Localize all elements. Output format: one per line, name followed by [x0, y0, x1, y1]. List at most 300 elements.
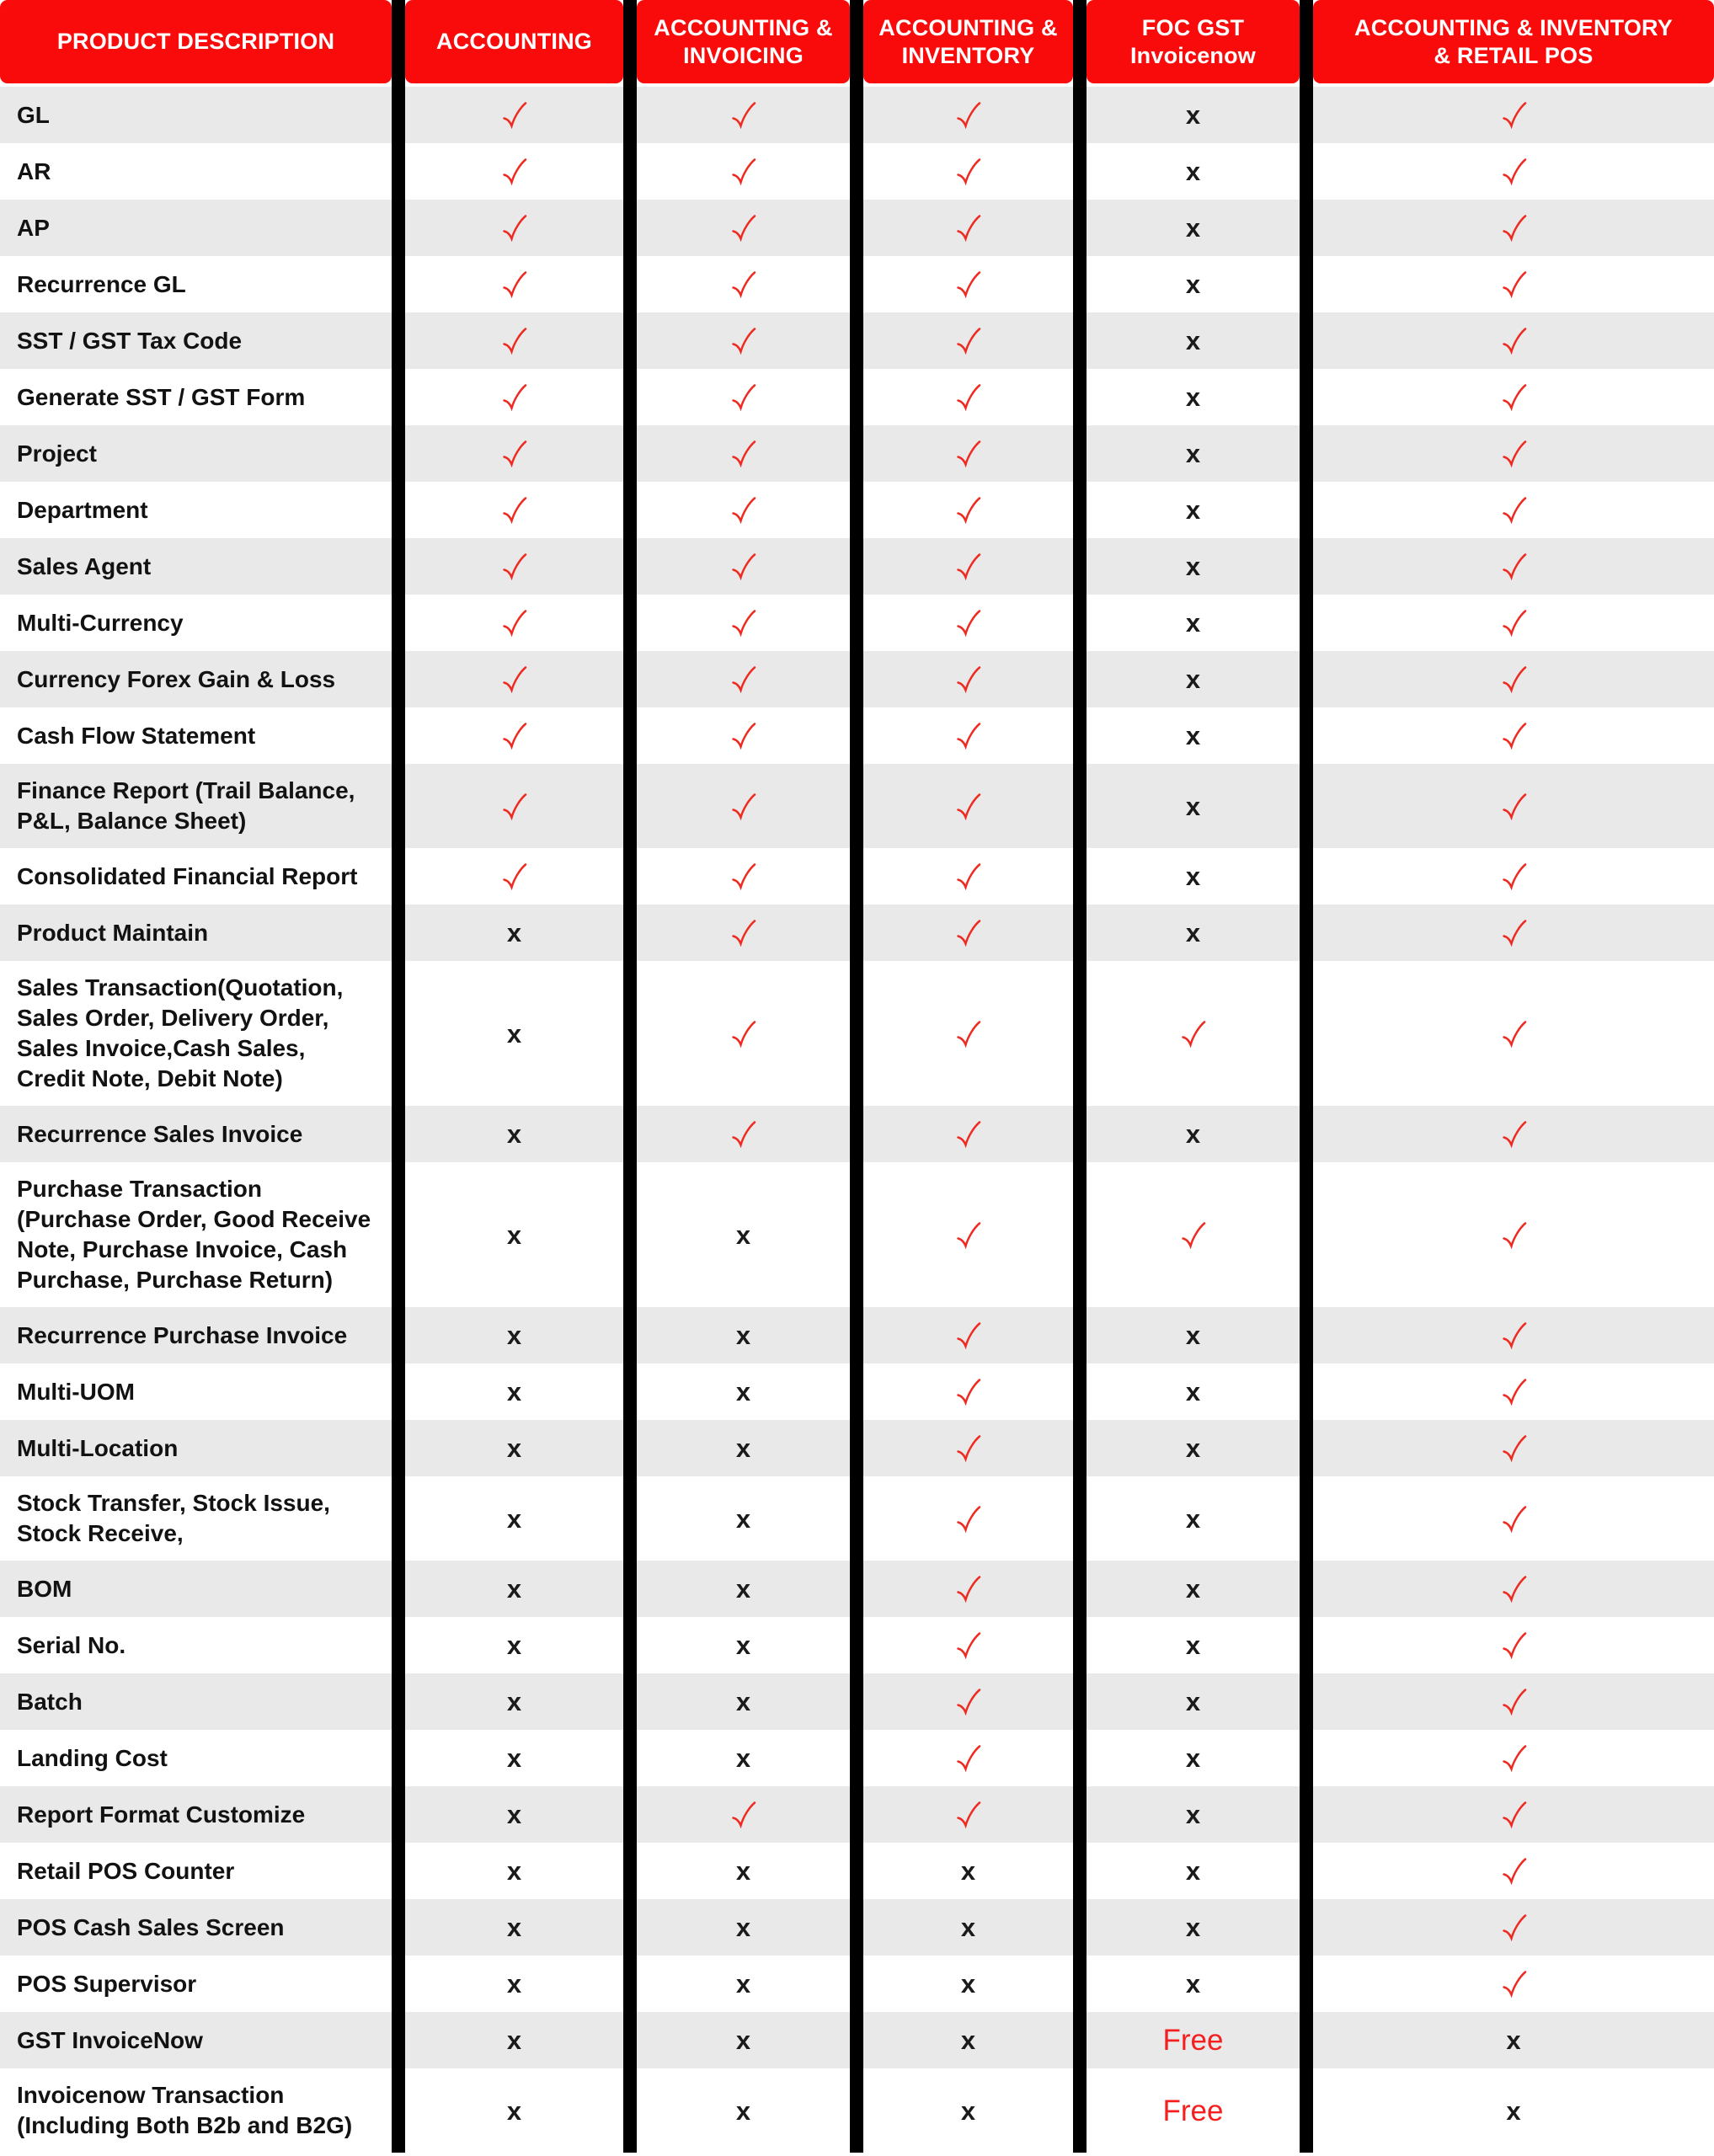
cross-icon: x [960, 1856, 976, 1886]
value-cell-included [850, 482, 1073, 538]
check-icon [954, 440, 982, 467]
cross-icon: x [506, 1913, 522, 1942]
value-cell-included [623, 312, 850, 369]
value-cell-excluded [392, 1364, 623, 1420]
cross-icon: x [1506, 2095, 1521, 2126]
check-icon [729, 101, 757, 129]
value-cell-included [850, 848, 1073, 905]
value-cell-included [623, 961, 850, 1106]
value-cell-included [392, 538, 623, 595]
value-cell-included [392, 651, 623, 707]
value-cell-included [850, 312, 1073, 369]
check-icon [1500, 1744, 1528, 1772]
cross-icon: x [1185, 157, 1201, 186]
check-icon [954, 101, 982, 129]
feature-label: Project [17, 440, 97, 467]
value-cell-included [1300, 1420, 1714, 1476]
check-icon [729, 1120, 757, 1148]
value-cell-included [1300, 312, 1714, 369]
feature-label-cell [0, 312, 392, 369]
cross-icon: x [1506, 2025, 1521, 2055]
value-cell-included [392, 256, 623, 312]
header-label-line: Invoicenow [1129, 42, 1257, 68]
value-cell-included [850, 961, 1073, 1106]
cross-icon: x [1185, 213, 1201, 243]
check-icon [500, 496, 528, 524]
cross-icon: x [1185, 552, 1201, 581]
cross-icon: x [1185, 1687, 1201, 1716]
value-cell-excluded [623, 1617, 850, 1673]
cross-icon: x [506, 1119, 522, 1149]
value-cell-included [623, 369, 850, 425]
feature-label: POS Supervisor [17, 1970, 197, 1997]
cross-icon: x [1185, 326, 1201, 355]
cross-icon: x [506, 1856, 522, 1886]
value-cell-included [392, 764, 623, 848]
check-icon [500, 862, 528, 890]
value-cell-excluded [623, 1420, 850, 1476]
cross-icon: x [506, 1321, 522, 1350]
check-icon [500, 440, 528, 467]
feature-label-cell [0, 961, 392, 1106]
value-cell-included [1300, 87, 1714, 143]
check-icon [729, 1801, 757, 1828]
value-cell-included [1300, 595, 1714, 651]
feature-label: Landing Cost [17, 1744, 168, 1771]
value-cell-included [850, 707, 1073, 764]
check-icon [729, 383, 757, 411]
feature-label-cell [0, 1364, 392, 1420]
feature-label: Report Format Customize [17, 1801, 306, 1828]
check-icon [1500, 1120, 1528, 1148]
check-icon [954, 1505, 982, 1533]
feature-label: Batch [17, 1688, 83, 1715]
feature-label-cell [0, 848, 392, 905]
value-cell-excluded [392, 1162, 623, 1307]
feature-label-cell [0, 200, 392, 256]
value-cell-included [850, 1106, 1073, 1162]
feature-label: Recurrence GL [17, 270, 186, 297]
check-icon [500, 270, 528, 298]
value-cell-included [392, 87, 623, 143]
value-cell-included [623, 87, 850, 143]
value-cell-included [1300, 256, 1714, 312]
cross-icon: x [735, 2025, 751, 2055]
check-icon [1500, 919, 1528, 947]
value-cell-excluded [392, 1956, 623, 2012]
feature-label-cell [0, 1899, 392, 1956]
value-cell-included [850, 764, 1073, 848]
value-cell-excluded [623, 1843, 850, 1899]
value-cell-included [1300, 764, 1714, 848]
feature-label-cell [0, 87, 392, 143]
value-cell-free [1073, 2012, 1300, 2068]
feature-label: AP [17, 214, 50, 241]
check-icon [729, 919, 757, 947]
value-cell-excluded [392, 1673, 623, 1730]
header-label-line: ACCOUNTING & [654, 14, 833, 40]
cross-icon: x [1185, 495, 1201, 525]
value-cell-included [392, 848, 623, 905]
cross-icon: x [1185, 918, 1201, 947]
value-cell-included [1300, 905, 1714, 961]
check-icon [729, 270, 757, 298]
feature-label: GL [17, 101, 50, 128]
value-cell-included [850, 595, 1073, 651]
cross-icon: x [506, 1377, 522, 1406]
header-label-line: & RETAIL POS [1434, 42, 1594, 68]
value-cell-excluded [1073, 1307, 1300, 1364]
feature-label: Invoicenow Transaction (Including Both B2b and B2G) [17, 2082, 353, 2138]
check-icon [500, 383, 528, 411]
value-cell-included [1300, 651, 1714, 707]
feature-label: Cash Flow Statement [17, 722, 256, 749]
value-cell-excluded [1073, 1561, 1300, 1617]
cross-icon: x [1185, 1321, 1201, 1350]
value-cell-excluded [392, 1106, 623, 1162]
cross-icon: x [1185, 382, 1201, 412]
value-cell-included [850, 143, 1073, 200]
cross-icon: x [735, 1377, 751, 1406]
check-icon [954, 214, 982, 242]
value-cell-excluded [1073, 1730, 1300, 1786]
cross-icon: x [506, 918, 522, 947]
value-cell-included [850, 1786, 1073, 1843]
feature-label-cell [0, 651, 392, 707]
value-cell-included [623, 143, 850, 200]
header-label-line: ACCOUNTING & [878, 14, 1058, 40]
cross-icon: x [1185, 608, 1201, 638]
check-icon [500, 665, 528, 693]
check-icon [1500, 327, 1528, 355]
feature-label: Multi-Currency [17, 609, 184, 636]
feature-label: Recurrence Sales Invoice [17, 1120, 303, 1147]
value-cell-excluded [392, 2012, 623, 2068]
cross-icon: x [1185, 1119, 1201, 1149]
feature-label: POS Cash Sales Screen [17, 1913, 285, 1940]
value-cell-excluded [1073, 1106, 1300, 1162]
check-icon [954, 552, 982, 580]
value-cell-excluded [392, 905, 623, 961]
feature-label-cell [0, 595, 392, 651]
value-cell-included [1300, 482, 1714, 538]
check-icon [500, 214, 528, 242]
header-block-accounting [405, 0, 623, 83]
check-icon [954, 1575, 982, 1603]
feature-label-cell [0, 1307, 392, 1364]
value-cell-included [850, 1673, 1073, 1730]
check-icon [1500, 1688, 1528, 1716]
cross-icon: x [960, 2025, 976, 2055]
value-cell-included [1300, 200, 1714, 256]
check-icon [729, 440, 757, 467]
feature-label: Sales Transaction(Quotation, Sales Order, Delivery Order, Sales Invoice,Cash Sales, Credit Note, Debit Note) [17, 974, 344, 1091]
value-cell-included [392, 595, 623, 651]
value-cell-excluded [1073, 1673, 1300, 1730]
value-cell-excluded [1073, 369, 1300, 425]
check-icon [954, 1321, 982, 1349]
value-cell-included [623, 200, 850, 256]
check-icon [954, 792, 982, 820]
check-icon [1500, 1801, 1528, 1828]
value-cell-included [1300, 369, 1714, 425]
header-cell-accounting-inventory [850, 0, 1073, 87]
value-cell-excluded [392, 1420, 623, 1476]
value-cell-excluded [623, 2068, 850, 2153]
value-cell-excluded [623, 2012, 850, 2068]
value-cell-excluded [392, 1899, 623, 1956]
feature-label-cell [0, 425, 392, 482]
value-cell-excluded [623, 1476, 850, 1561]
header-cell-accounting-invoicing [623, 0, 850, 87]
feature-label-cell [0, 764, 392, 848]
check-icon [1500, 1434, 1528, 1462]
check-icon [500, 101, 528, 129]
cross-icon: x [1185, 270, 1201, 299]
cross-icon: x [1185, 1969, 1201, 1999]
cross-icon: x [506, 1687, 522, 1716]
value-cell-excluded [850, 2012, 1073, 2068]
check-icon [1500, 214, 1528, 242]
value-cell-included [392, 425, 623, 482]
cross-icon: x [506, 1219, 522, 1250]
cross-icon: x [1185, 1574, 1201, 1604]
cross-icon: x [960, 1969, 976, 1999]
cross-icon: x [1185, 1503, 1201, 1534]
check-icon [729, 722, 757, 750]
cross-icon: x [735, 1321, 751, 1350]
value-cell-excluded [392, 1843, 623, 1899]
cross-icon: x [506, 1574, 522, 1604]
check-icon [500, 609, 528, 637]
header-block-foc-gst-invoicenow [1087, 0, 1300, 83]
value-cell-excluded [1073, 595, 1300, 651]
check-icon [1500, 1505, 1528, 1533]
check-icon [1500, 1020, 1528, 1048]
value-cell-excluded [850, 2068, 1073, 2153]
feature-label: Multi-Location [17, 1434, 179, 1461]
header-label-line: INVENTORY [901, 42, 1035, 68]
check-icon [1500, 1631, 1528, 1659]
check-icon [1179, 1020, 1207, 1048]
value-cell-excluded [1073, 143, 1300, 200]
cross-icon: x [1185, 1856, 1201, 1886]
cross-icon: x [735, 2095, 751, 2126]
value-cell-included [1300, 1673, 1714, 1730]
check-icon [1500, 1857, 1528, 1885]
cross-icon: x [506, 1503, 522, 1534]
value-cell-included [623, 764, 850, 848]
value-cell-excluded [1073, 256, 1300, 312]
value-cell-excluded [1073, 425, 1300, 482]
feature-label-cell [0, 1162, 392, 1307]
value-cell-included [623, 425, 850, 482]
feature-label-cell [0, 1786, 392, 1843]
free-badge: Free [1162, 2094, 1224, 2127]
value-cell-included [850, 651, 1073, 707]
feature-label-cell [0, 707, 392, 764]
check-icon [1500, 1321, 1528, 1349]
value-cell-included [1300, 707, 1714, 764]
check-icon [954, 1434, 982, 1462]
value-cell-included [1300, 848, 1714, 905]
feature-label: Recurrence Purchase Invoice [17, 1321, 348, 1348]
value-cell-excluded [392, 1617, 623, 1673]
cross-icon: x [960, 2095, 976, 2126]
value-cell-included [850, 1162, 1073, 1307]
check-icon [954, 665, 982, 693]
value-cell-excluded [1073, 87, 1300, 143]
value-cell-excluded [1073, 1617, 1300, 1673]
check-icon [729, 157, 757, 185]
header-label-line: ACCOUNTING [436, 29, 592, 54]
value-cell-included [850, 1617, 1073, 1673]
check-icon [1500, 665, 1528, 693]
check-icon [954, 270, 982, 298]
feature-label: AR [17, 157, 51, 184]
check-icon [954, 1688, 982, 1716]
cross-icon: x [735, 1503, 751, 1534]
value-cell-included [850, 1364, 1073, 1420]
check-icon [1500, 383, 1528, 411]
value-cell-included [623, 905, 850, 961]
check-icon [500, 327, 528, 355]
feature-label-cell [0, 1106, 392, 1162]
feature-label: Multi-UOM [17, 1378, 135, 1405]
feature-label-cell [0, 2068, 392, 2153]
check-icon [500, 722, 528, 750]
check-icon [954, 609, 982, 637]
value-cell-included [1300, 143, 1714, 200]
value-cell-included [623, 651, 850, 707]
cross-icon: x [506, 1800, 522, 1829]
value-cell-excluded [1073, 1899, 1300, 1956]
value-cell-included [623, 256, 850, 312]
value-cell-excluded [392, 961, 623, 1106]
feature-label: Generate SST / GST Form [17, 383, 306, 410]
cross-icon: x [506, 1743, 522, 1773]
cross-icon: x [1185, 1630, 1201, 1660]
feature-label: SST / GST Tax Code [17, 327, 243, 354]
check-icon [1179, 1221, 1207, 1249]
value-cell-included [850, 369, 1073, 425]
value-cell-excluded [623, 1899, 850, 1956]
value-cell-excluded [1073, 905, 1300, 961]
value-cell-included [850, 87, 1073, 143]
value-cell-excluded [1073, 312, 1300, 369]
feature-label-cell [0, 1561, 392, 1617]
check-icon [729, 496, 757, 524]
value-cell-free [1073, 2068, 1300, 2153]
value-cell-excluded [1073, 764, 1300, 848]
check-icon [954, 157, 982, 185]
check-icon [729, 327, 757, 355]
value-cell-included [623, 538, 850, 595]
value-cell-excluded [392, 1476, 623, 1561]
value-cell-excluded [1073, 200, 1300, 256]
cross-icon: x [1185, 1433, 1201, 1463]
feature-label: Serial No. [17, 1631, 126, 1658]
value-cell-excluded [1300, 2012, 1714, 2068]
cross-icon: x [735, 1969, 751, 1999]
feature-label-cell [0, 369, 392, 425]
value-cell-excluded [850, 1843, 1073, 1899]
cross-icon: x [1185, 1800, 1201, 1829]
value-cell-included [850, 538, 1073, 595]
value-cell-included [1300, 1843, 1714, 1899]
cross-icon: x [1185, 1377, 1201, 1406]
check-icon [500, 792, 528, 820]
value-cell-included [1300, 538, 1714, 595]
value-cell-included [623, 1106, 850, 1162]
check-icon [954, 496, 982, 524]
cross-icon: x [506, 2025, 522, 2055]
value-cell-included [1073, 1162, 1300, 1307]
value-cell-included [850, 256, 1073, 312]
header-block-accounting-inventory-retail-pos [1313, 0, 1714, 83]
value-cell-excluded [392, 1786, 623, 1843]
value-cell-included [1300, 1106, 1714, 1162]
feature-label-cell [0, 1673, 392, 1730]
value-cell-included [1300, 1476, 1714, 1561]
header-label-line: PRODUCT DESCRIPTION [56, 29, 335, 54]
cross-icon: x [1185, 439, 1201, 468]
check-icon [1500, 440, 1528, 467]
value-cell-included [850, 1420, 1073, 1476]
value-cell-included [392, 707, 623, 764]
check-icon [954, 1221, 982, 1249]
value-cell-excluded [392, 1561, 623, 1617]
cross-icon: x [735, 1433, 751, 1463]
cross-icon: x [960, 1913, 976, 1942]
cross-icon: x [735, 1856, 751, 1886]
check-icon [954, 1020, 982, 1048]
value-cell-included [1300, 1617, 1714, 1673]
feature-label: Product Maintain [17, 919, 209, 946]
check-icon [1500, 1221, 1528, 1249]
cross-icon: x [506, 1969, 522, 1999]
value-cell-excluded [1073, 1956, 1300, 2012]
value-cell-included [1300, 425, 1714, 482]
value-cell-excluded [1073, 1420, 1300, 1476]
value-cell-excluded [623, 1162, 850, 1307]
value-cell-included [623, 595, 850, 651]
value-cell-included [1300, 1561, 1714, 1617]
value-cell-excluded [1073, 1476, 1300, 1561]
feature-label-cell [0, 1843, 392, 1899]
cross-icon: x [1185, 791, 1201, 821]
feature-label-cell [0, 2012, 392, 2068]
value-cell-included [392, 369, 623, 425]
header-label-line: FOC GST [1141, 14, 1245, 40]
cross-icon: x [1185, 664, 1201, 694]
value-cell-included [1300, 1899, 1714, 1956]
value-cell-excluded [623, 1673, 850, 1730]
header-label-line: ACCOUNTING & INVENTORY [1354, 14, 1673, 40]
feature-label-cell [0, 905, 392, 961]
value-cell-included [850, 425, 1073, 482]
feature-label: Department [17, 496, 148, 523]
header-block-product-description [0, 0, 392, 83]
check-icon [954, 862, 982, 890]
value-cell-excluded [392, 1730, 623, 1786]
check-icon [500, 552, 528, 580]
value-cell-excluded [1073, 707, 1300, 764]
header-cell-accounting-inventory-retail-pos [1300, 0, 1714, 87]
value-cell-included [392, 482, 623, 538]
feature-label: Retail POS Counter [17, 1857, 235, 1884]
value-cell-included [850, 905, 1073, 961]
